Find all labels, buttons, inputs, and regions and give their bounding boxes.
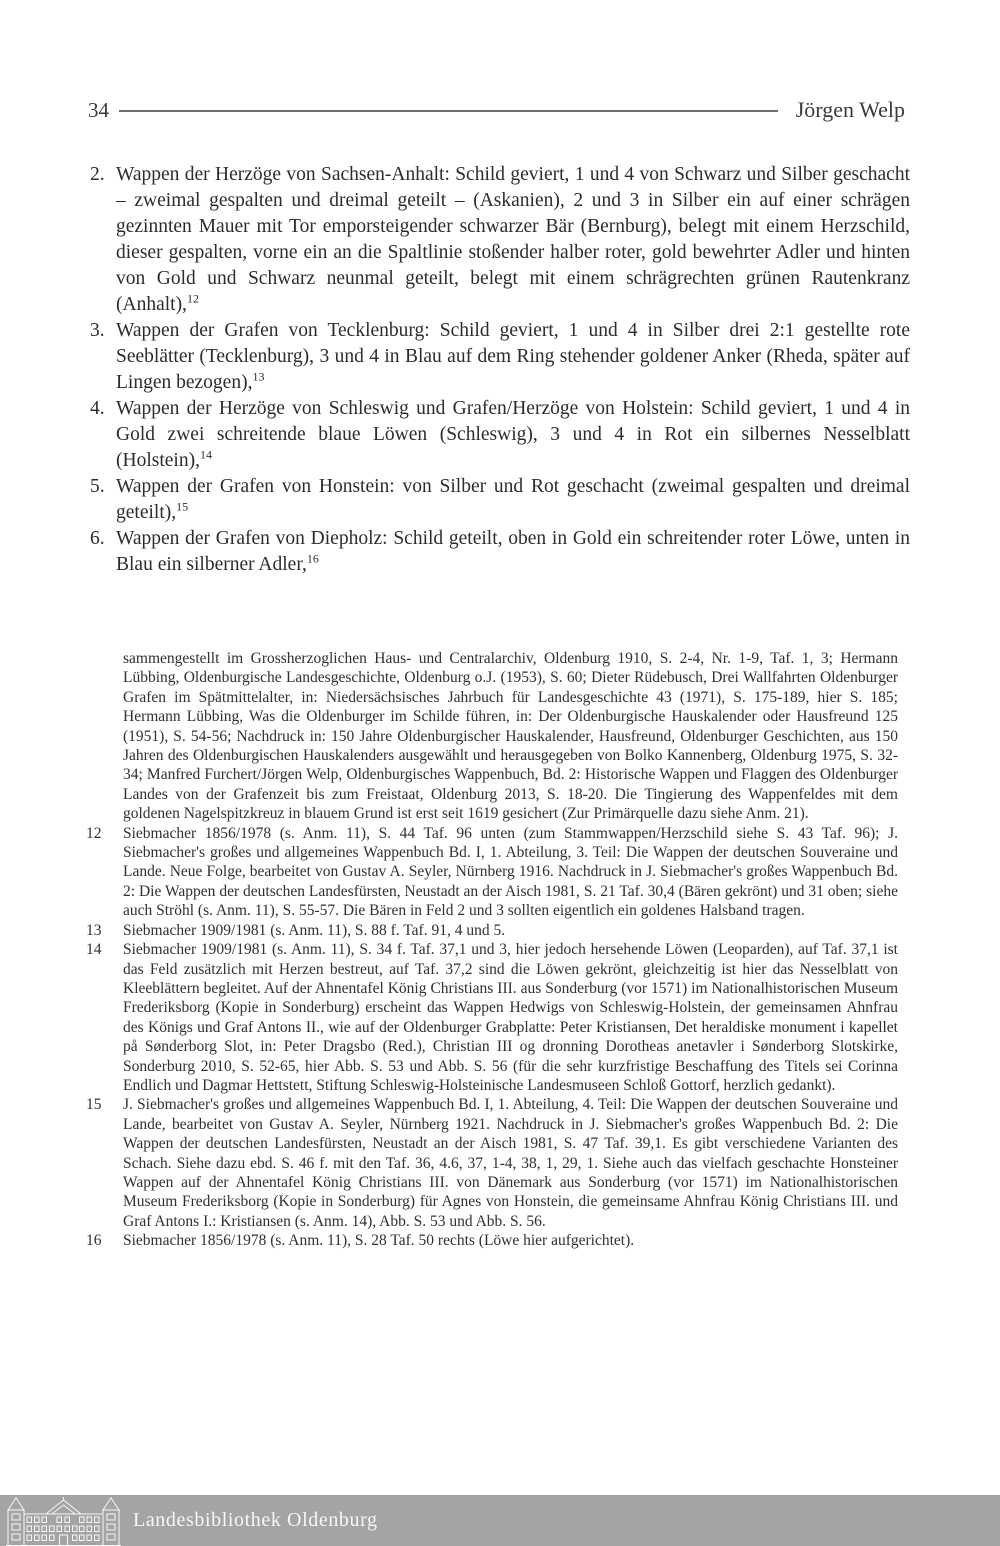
footnote-text: J. Siebmacher's großes und allgemeines Wappenbuch Bd. I, 1. Abteilung, 4. Teil: Die Wappen der deutschen Souveraine und Lande, bearbeitet von Gustav A. Seyler, Nürnberg 1921. Nachdruck in J. Siebmacher's großes Wappenbuch Bd. 2: Die Wappen der deutschen Landesfürsten, Neustadt an der Aisch 1981, S. 47 Taf. 39,1. Es gibt verschiedene Varianten des Schach. Siehe dazu ebd. S. 46 f. mit den Taf. 36, 4.6, 37, 1-4, 38, 1, 29, 1. Siehe auch das vielfach geschachte Honsteiner Wappen auf der Ahnentafel König Christians III. von Dänemark aus Sonderburg (vor 1571) im Nationalhistorischen Museum Frederiksborg (Kopie in Sonderburg) für Agnes von Honstein, die gemeinsame Ahnfrau König Christians III. und Graf Antons I.: Kristiansen (s. Anm. 14), Abb. S. 53 und Abb. S. 56. <box>123 1096 898 1230</box>
footnote-ref: 12 <box>186 291 199 306</box>
main-text <box>90 162 910 578</box>
footer-bar <box>0 1495 1000 1546</box>
page-number: 34 <box>88 97 109 122</box>
footnote-12 <box>86 824 898 921</box>
footnote-number: 13 <box>86 921 102 939</box>
footnote-number: 12 <box>86 824 102 842</box>
footnote-ref: 14 <box>199 447 212 462</box>
footer-label: Landesbibliothek Oldenburg <box>133 1509 378 1531</box>
list-item-number: 3. <box>90 320 105 341</box>
list-item-2 <box>90 162 910 318</box>
footnote-text: Siebmacher 1856/1978 (s. Anm. 11), S. 44 Taf. 96 unten (zum Stammwappen/Herzschild siehe S. 43 Taf. 96); J. Siebmacher's großes und allgemeines Wappenbuch Bd. I, 1. Abteilung, 3. Teil: Die Wappen der deutschen Souveraine und Lande. Neue Folge, bearbeitet von Gustav A. Seyler, Nürnberg 1916. Nachdruck in J. Siebmacher's großes Wappenbuch Bd. 2: Die Wappen der deutschen Landesfürsten, Neustadt an der Aisch 1981, S. 21 Taf. 30,4 (Bären gekrönt) und 31 oben; siehe auch Ströhl (s. Anm. 11), S. 55-57. Die Bären in Feld 2 und 3 sollten eigentlich ein goldenes Halsband tragen. <box>123 824 898 920</box>
list-item-number: 5. <box>90 476 105 497</box>
footnote-text: Siebmacher 1909/1981 (s. Anm. 11), S. 34 f. Taf. 37,1 und 3, hier jedoch hersehende Löwen (Leoparden), auf Taf. 37,1 ist das Feld zusätzlich mit Herzen bestreut, auf Taf. 37,2 sind die Löwen gekrönt, gleichzeitig ist hier das Nesselblatt von Kleeblättern begleitet. Auf der Ahnentafel König Christians III. aus Sonderburg (vor 1571) im Nationalhistorischen Museum Frederiksborg (Kopie in Sonderburg) erscheint das Wappen Hedwigs von Schleswig-Holstein, der gemeinsamen Ahnfrau des Königs und Graf Antons II., wie auf der Oldenburger Grabplatte: Peter Kristiansen, Det heraldiske monument i kapellet på Sønderborg Slot, in: Peter Dragsbo (Red.), Christian III og dronning Dorotheas anetavler i Sønderborg Slotskirke, Sonderburg 2010, S. 52-65, hier Abb. S. 53 und Abb. S. 56 (für die sehr kurzfristige Beschaffung des Titels sei Corinna Endlich und Dagmar Hettstett, Stiftung Schleswig-Holsteinische Landesmuseen Schloß Gottorf, herzlich gedankt). <box>123 941 898 1094</box>
footnote-text: Siebmacher 1856/1978 (s. Anm. 11), S. 28 Taf. 50 rechts (Löwe hier aufgerichtet). <box>123 1232 635 1250</box>
footnote-ref: 13 <box>252 369 265 384</box>
footnote-15 <box>86 1095 898 1231</box>
page-header <box>88 97 905 123</box>
footnote-number: 16 <box>86 1232 102 1250</box>
list-item-number: 4. <box>90 398 105 419</box>
list-item-4 <box>90 396 910 474</box>
running-head: Jörgen Welp <box>795 97 905 122</box>
footnote-16 <box>86 1231 898 1250</box>
footnote-ref: 16 <box>306 551 319 566</box>
list-item-number: 6. <box>90 528 105 549</box>
list-item-number: 2. <box>90 164 105 185</box>
footnote-continuation: sammengestellt im Grossherzoglichen Haus- und Centralarchiv, Oldenburg 1910, S. 2-4, Nr. 1-9, Taf. 1, 3; Hermann Lübbing, Oldenburgische Landesgeschichte, Oldenburg o.J. (1953), S. 60; Dieter Rüdebusch, Drei Wallfahrten Oldenburger Grafen im Spätmittelalter, in: Niedersächsisches Jahrbuch für Landesgeschichte 43 (1971), S. 175-189, hier S. 185; Hermann Lübbing, Was die Oldenburger im Schilde führen, in: Der Oldenburgische Hauskalender oder Hausfreund 125 (1951), S. 54-56; Nachdruck in: 150 Jahre Oldenburgischer Hauskalender, Hausfreund, Oldenburger Geschichten, aus 150 Jahren des Oldenburgischen Hauskalenders ausgewählt und herausgegeben von Bolko Kannenberg, Oldenburg 1975, S. 32-34; Manfred Furchert/Jörgen Welp, Oldenburgisches Wappenbuch, Bd. 2: Historische Wappen und Flaggen des Oldenburger Landes von der Grafenzeit bis zum Freistaat, Oldenburg 2013, S. 18-20. Die Tingierung des Wappenfeldes mit dem goldenen Nagelspitzkreuz in blauem Grund ist erst seit 1619 gesichert (Zur Primärquelle dazu siehe Anm. 21). <box>123 650 898 823</box>
footnotes-block <box>86 649 898 1251</box>
list-item-5 <box>90 474 910 526</box>
list-item-6 <box>90 526 910 578</box>
list-item-text: Wappen der Herzöge von Sachsen-Anhalt: Schild geviert, 1 und 4 von Schwarz und Silber geschacht – zweimal gespalten und dreimal geteilt – (Askanien), 2 und 3 in Silber ein auf einer schrägen gezinnten Mauer mit Tor emporsteigender schwarzer Bär (Bernburg), belegt mit einem Herzschild, dieser gespalten, vorne ein an die Spaltlinie stoßender halber roter, gold bewehrter Adler und hinten von Gold und Schwarz neunmal geteilt, belegt mit einem schrägrechten grünen Rautenkranz (Anhalt), <box>116 164 910 315</box>
list-item-text: Wappen der Herzöge von Schleswig und Grafen/Herzöge von Holstein: Schild geviert, 1 und 4 in Gold zwei schreitende blaue Löwen (Schleswig), 3 und 4 in Rot ein silbernes Nesselblatt (Holstein), <box>116 398 910 471</box>
footnote-13 <box>86 921 898 940</box>
footnote-14 <box>86 940 898 1095</box>
list-item-text: Wappen der Grafen von Tecklenburg: Schild geviert, 1 und 4 in Silber drei 2:1 gestellte rote Seeblätter (Tecklenburg), 3 und 4 in Blau auf dem Ring stehender goldener Anker (Rheda, später auf Lingen bezogen), <box>116 320 910 393</box>
list-item-text: Wappen der Grafen von Honstein: von Silber und Rot geschacht (zweimal gespalten und dreimal geteilt), <box>116 476 910 523</box>
footnote-ref: 15 <box>176 499 189 514</box>
footnote-number: 14 <box>86 941 102 959</box>
footnote-number: 15 <box>86 1096 102 1114</box>
header-rule <box>119 110 778 112</box>
list-item-text: Wappen der Grafen von Diepholz: Schild geteilt, oben in Gold ein schreitender roter Löwe, unten in Blau ein silberner Adler, <box>116 528 910 575</box>
footnote-text: Siebmacher 1909/1981 (s. Anm. 11), S. 88 f. Taf. 91, 4 und 5. <box>123 921 506 939</box>
library-building-icon <box>6 1497 121 1546</box>
list-item-3 <box>90 318 910 396</box>
